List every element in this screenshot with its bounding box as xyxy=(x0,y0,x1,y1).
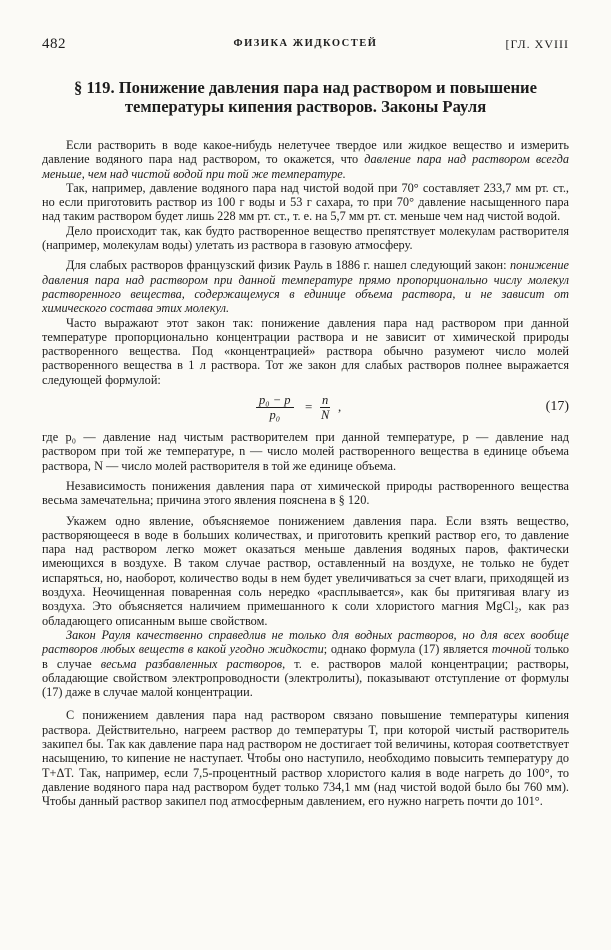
page-number: 482 xyxy=(42,36,66,52)
paragraph-9-text-3: , т. е. растворов малой концентрации; растворы, обладающие свойством электропроводности (электролиты), показывают отступление от формулы (17) даже в случае малой концентрации. xyxy=(42,656,569,700)
formula-right-fraction xyxy=(320,393,330,422)
paragraph-10: С понижением давления пара над раствором связано повышение температуры кипения раствора. Действительно, нагреем раствор до температуры T, при которой чистый растворитель закипел бы. Так как давление пара над раствором не достигает той величины, которая соответствует насыщению, то кипение не наступает. Чтобы оно наступило, необходимо повысить температуру до T+ΔT. Так, например, если 7,5-процентный раствор хлористого калия в воде нагреть до 100°, то давление водяного пара над раствором будет только 734,1 мм (над чистой водой было бы 760 мм). Чтобы данный раствор закипел под атмосферным давлением, его нужно нагреть почти до 101°. xyxy=(42,708,569,809)
paragraph-2: Так, например, давление водяного пара над чистой водой при 70° составляет 233,7 мм рт. ст., но если приготовить раствор из 100 г воды и 53 г сахара, то при 70° давление насыщенного пара над таким раствором будет лишь 228 мм рт. ст., т. е. на 5,7 мм рт. ст. меньше чем над чистой водой. xyxy=(42,180,569,224)
formula-left-numerator: p₀ − p xyxy=(256,393,294,408)
paragraph-4 xyxy=(42,258,569,315)
formula-left-fraction xyxy=(256,393,294,422)
paragraph-9-text-2: только в случае xyxy=(42,642,569,671)
paragraph-9-emphasis-1: Закон Рауля качественно справедлив не только для водных растворов, но для всех вообще растворов любых веществ в какой угодно жидкости xyxy=(42,627,569,657)
raoult-law-statement: понижение давления пара над раствором при данной температуре прямо пропорционально числу молекул растворенного вещества, содержащемуся в единице объема раствора, и не зависит от химического состава этих молекул. xyxy=(42,258,569,316)
paragraph-3: Дело происходит так, как будто растворенное вещество препятствует молекулам растворителя (например, молекулам воды) улетать из раствора в газовую атмосферу. xyxy=(42,223,569,253)
paragraph-8: Укажем одно явление, объясняемое понижением давления пара. Если взять вещество, растворяющееся в воде в больших количествах, и приготовить крепкий раствор его, то давление пара над раствором легко может оказаться меньше давления водяных паров, фактически имеющихся в воздухе. В таком случае раствор, оставленный на воздухе, не только не будет испаряться, но, наоборот, количество воды в нем будет увеличиваться за счет влаги, приходящей из воздуха. Неочищенная поваренная соль нередко «расплывается», как бы притягивая влагу из воздуха. Это объясняется наличием примешанного к соли хлористого магния MgCl₂, как раз обладающего описанным выше свойством. xyxy=(42,513,569,628)
paragraph-9-emphasis-3: весьма разбавленных растворов xyxy=(100,656,283,671)
paragraph-9-emphasis-2: точной xyxy=(491,642,531,657)
formula-left-denominator: p₀ xyxy=(269,408,281,423)
formula-right-denominator: N xyxy=(320,408,330,423)
paragraph-4-text: Для слабых растворов французский физик Рауль в 1886 г. нашел следующий закон: xyxy=(66,258,510,273)
page-header xyxy=(42,36,569,56)
paragraph-1-text: Если растворить в воде какое-нибудь нелетучее твердое или жидкое вещество и измерить давление водяного пара над раствором, то окажется, что xyxy=(42,138,569,167)
chapter-label: [ГЛ. XVIII xyxy=(505,37,569,51)
paragraph-9-text-1: ; однако формула (17) является xyxy=(323,642,492,657)
formula-comma: , xyxy=(338,399,342,415)
paragraph-6: где p₀ — давление над чистым растворителем при данной температуре, p — давление над раствором при той же температуре, n — число молей растворенного вещества в единице объема раствора, N — число молей растворителя в той же единице объема. xyxy=(42,430,569,473)
formula-right-numerator: n xyxy=(322,393,329,408)
formula-17 xyxy=(42,392,569,426)
paragraph-1-emphasis: давление пара над раствором всегда меньше, чем над чистой водой при той же температуре. xyxy=(42,152,569,181)
paragraph-5: Часто выражают этот закон так: понижение давления пара над раствором при данной температуре пропорционально концентрации раствора и не зависит от химической природы растворенного вещества. Под «концентрацией» раствора обычно разумеют число молей растворенного вещества в 1 л раствора. Тот же закон для слабых растворов полнее выражается следующей формулой: xyxy=(42,315,569,387)
page-body xyxy=(42,138,569,808)
running-title: ФИЗИКА ЖИДКОСТЕЙ xyxy=(233,38,378,49)
paragraph-1 xyxy=(42,138,569,181)
formula-equals: = xyxy=(305,399,313,415)
section-heading: § 119. Понижение давления пара над раствором и повышение температуры кипения растворов. Законы Рауля xyxy=(74,78,537,116)
formula-number: (17) xyxy=(545,399,569,415)
paragraph-7: Независимость понижения давления пара от химической природы растворенного вещества весьма замечательна; причина этого явления пояснена в § 120. xyxy=(42,478,569,508)
paragraph-9 xyxy=(42,628,569,699)
